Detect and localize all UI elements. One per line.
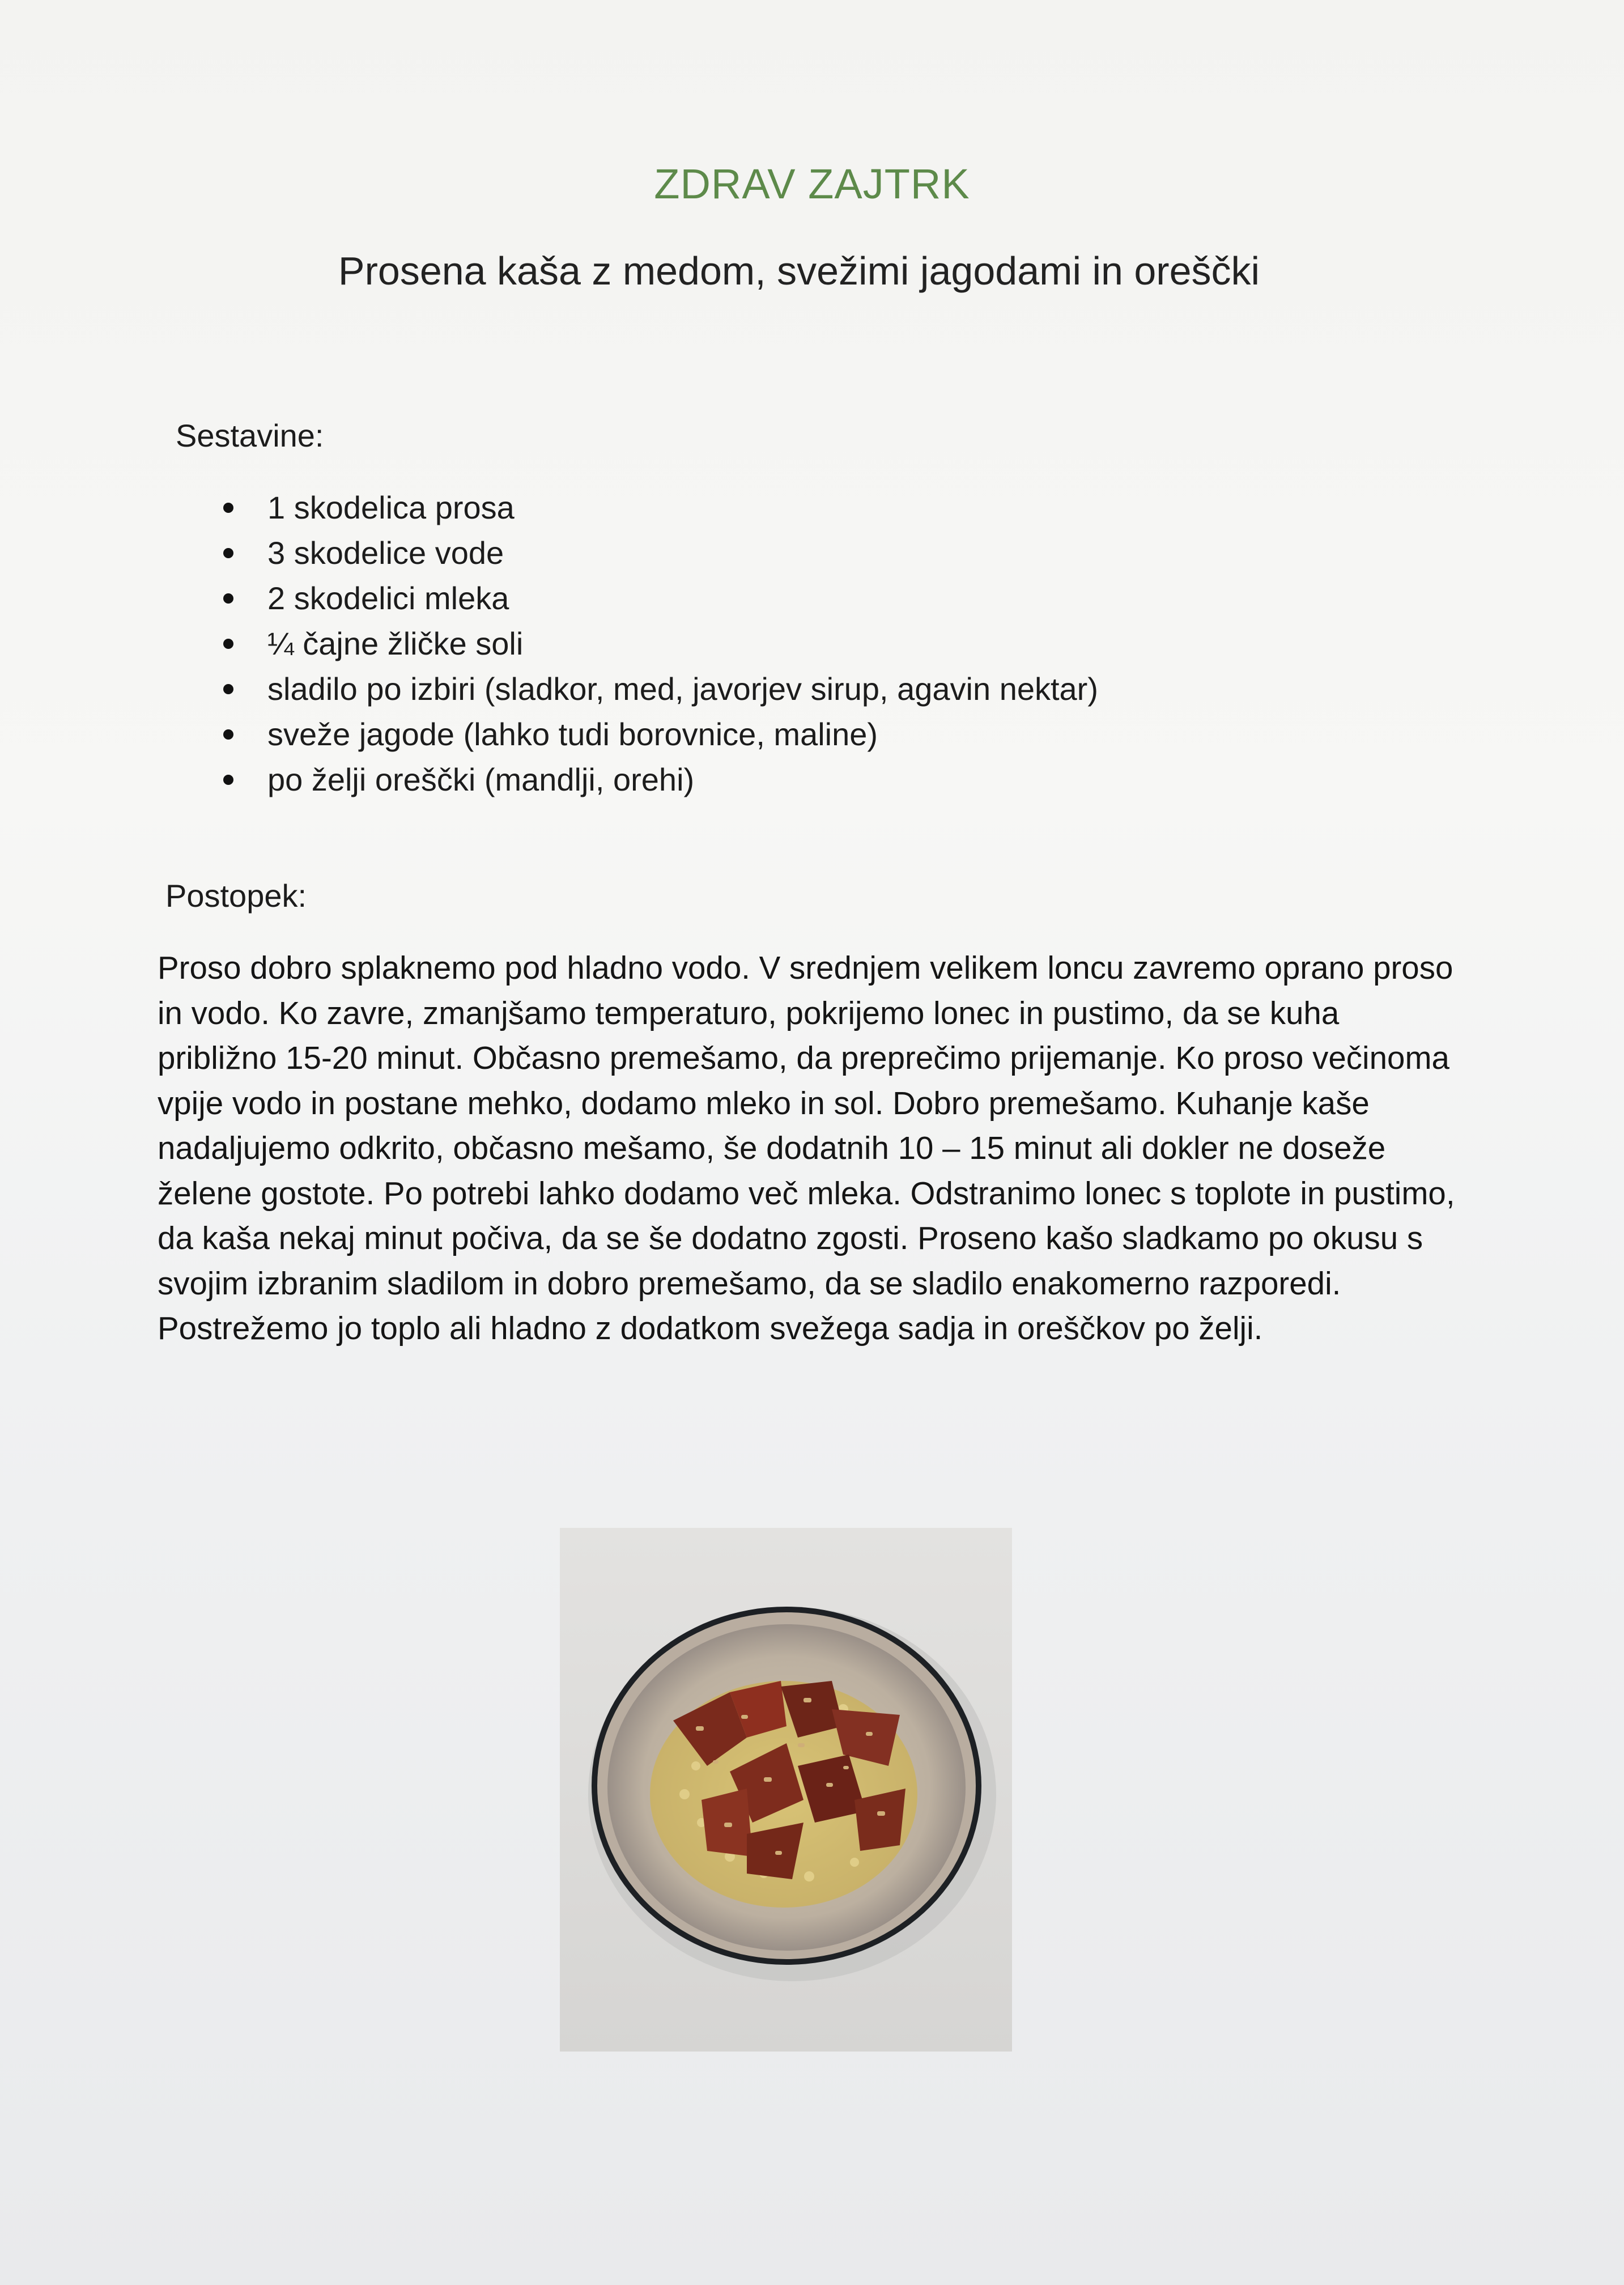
ingredients-heading: Sestavine:	[176, 418, 324, 453]
bowl-illustration	[560, 1528, 1012, 2052]
procedure-text: Proso dobro splaknemo pod hladno vodo. V srednjem velikem loncu zavremo oprano proso in vodo. Ko zavre, zmanjšamo temperaturo, pokrijemo lonec in pustimo, da se kuha približno 15-20 minut. Občasno premešamo, da preprečimo prijemanje. Ko proso večinoma vpije vodo in postane mehko, dodamo mleko in sol. Dobro premešamo. Kuhanje kaše nadaljujemo odkrito, občasno mešamo, še dodatnih 10 – 15 minut ali dokler ne doseže želene gostote. Po potrebi lahko dodamo več mleka. Odstranimo lonec s toplote in pustimo, da kaša nekaj minut počiva, da se še dodatno zgosti. Proseno kašo sladkamo po okusu s svojim izbranim sladilom in dobro premešamo, da se sladilo enakomerno razporedi. Postrežemo jo toplo ali hladno z dodatkom svežega sadja in oreščkov po želji.	[158, 950, 1455, 1346]
ingredient-item: 1 skodelica prosa	[215, 489, 1098, 534]
recipe-subtitle: Prosena kaša z medom, svežimi jagodami in oreščki	[338, 249, 1260, 293]
ingredient-item: po želji oreščki (mandlji, orehi)	[215, 761, 1098, 806]
ingredients-list	[215, 489, 1098, 806]
page-title: ZDRAV ZAJTRK	[654, 160, 970, 207]
porridge-photo	[560, 1528, 1012, 2052]
ingredient-item: 2 skodelici mleka	[215, 579, 1098, 625]
procedure-heading: Postopek:	[165, 878, 307, 914]
ingredient-item: 3 skodelice vode	[215, 534, 1098, 579]
ingredient-item: sveže jagode (lahko tudi borovnice, maline)	[215, 715, 1098, 761]
ingredient-item: sladilo po izbiri (sladkor, med, javorjev sirup, agavin nektar)	[215, 670, 1098, 715]
ingredient-item: ¼ čajne žličke soli	[215, 625, 1098, 670]
